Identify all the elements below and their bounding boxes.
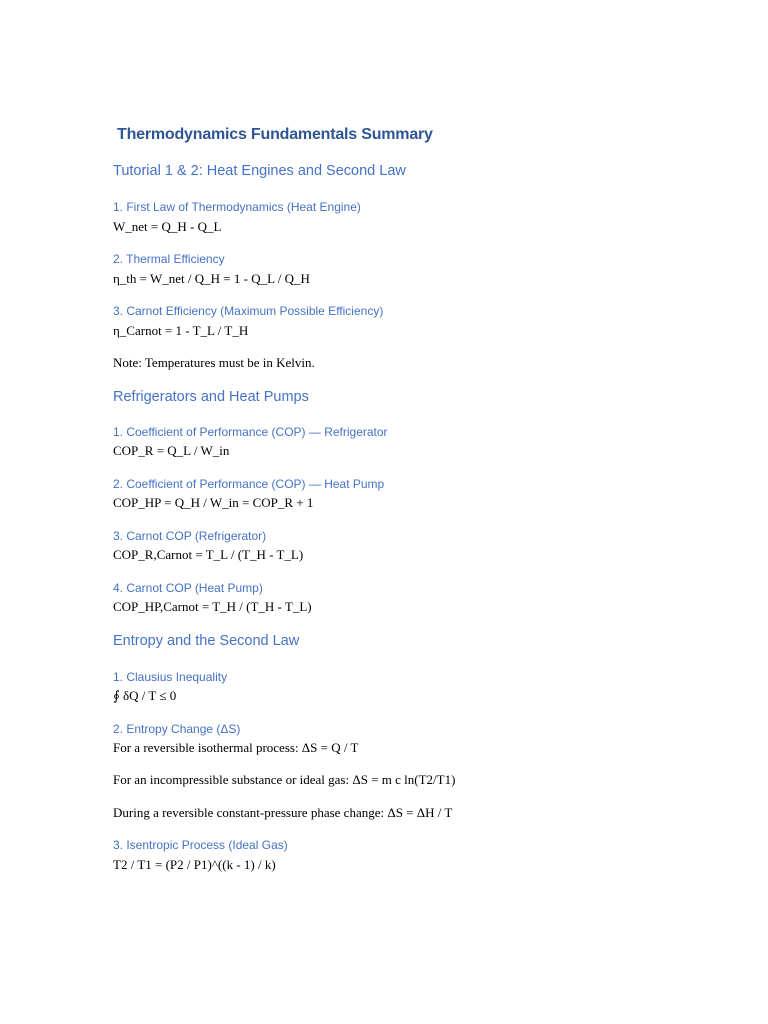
formula-carnot-cop-heat-pump: COP_HP,Carnot = T_H / (T_H - T_L) [113,599,312,614]
subheading-entropy-change: 2. Entropy Change (ΔS) [113,722,241,736]
subheading-isentropic: 3. Isentropic Process (Ideal Gas) [113,838,288,852]
section-heading-entropy: Entropy and the Second Law [113,633,300,649]
formula-clausius: ∮ δQ / T ≤ 0 [113,688,177,703]
subheading-carnot-cop-heat-pump: 4. Carnot COP (Heat Pump) [113,581,263,595]
formula-cop-refrigerator: COP_R = Q_L / W_in [113,443,230,458]
subheading-cop-heat-pump: 2. Coefficient of Performance (COP) — Heat Pump [113,477,385,491]
formula-carnot-efficiency: η_Carnot = 1 - T_L / T_H [113,323,249,338]
subheading-carnot-efficiency: 3. Carnot Efficiency (Maximum Possible Efficiency) [113,304,384,318]
formula-first-law: W_net = Q_H - Q_L [113,219,222,234]
formula-cop-heat-pump: COP_HP = Q_H / W_in = COP_R + 1 [113,495,314,510]
subheading-first-law: 1. First Law of Thermodynamics (Heat Engine) [113,200,361,214]
formula-entropy-phase-change: During a reversible constant-pressure phase change: ΔS = ΔH / T [113,805,453,820]
document-title: Thermodynamics Fundamentals Summary [117,126,433,143]
subheading-carnot-cop-refrigerator: 3. Carnot COP (Refrigerator) [113,529,267,543]
note-kelvin: Note: Temperatures must be in Kelvin. [113,355,315,370]
formula-isentropic: T2 / T1 = (P2 / P1)^((k - 1) / k) [113,857,276,872]
section-heading-heat-engines: Tutorial 1 & 2: Heat Engines and Second Law [113,163,406,179]
subheading-cop-refrigerator: 1. Coefficient of Performance (COP) — Refrigerator [113,425,388,439]
subheading-thermal-efficiency: 2. Thermal Efficiency [113,252,225,266]
formula-entropy-isothermal: For a reversible isothermal process: ΔS = Q / T [113,740,359,755]
formula-entropy-incompressible: For an incompressible substance or ideal gas: ΔS = m c ln(T2/T1) [113,772,456,787]
formula-thermal-efficiency: η_th = W_net / Q_H = 1 - Q_L / Q_H [113,271,310,286]
section-heading-refrigerators: Refrigerators and Heat Pumps [113,389,309,405]
formula-carnot-cop-refrigerator: COP_R,Carnot = T_L / (T_H - T_L) [113,547,304,562]
subheading-clausius: 1. Clausius Inequality [113,670,228,684]
